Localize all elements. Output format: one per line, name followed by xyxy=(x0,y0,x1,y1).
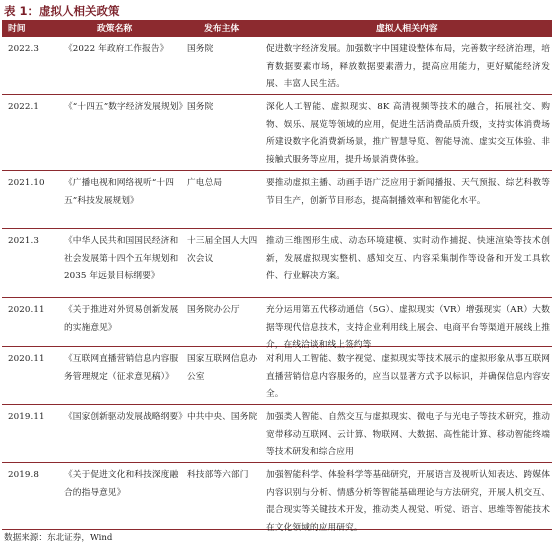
data-source-note: 数据来源：东北证券，Wind xyxy=(4,533,113,543)
header-publisher: 发布主体 xyxy=(204,24,240,34)
row-content: 加强类人智能、自然交互与虚拟现实、微电子与光电子等技术研究，推动宽带移动互联网、云计算、物联网、大数据、高性能计算、移动智能终端等技术研发和综合应用 xyxy=(266,412,550,457)
row-content: 促进数字经济发展。加强数字中国建设整体布局，完善数字经济治理，培育数据要素市场，释放数据要素潜力，提高应用能力，更好赋能经济发展、丰富人民生活。 xyxy=(266,44,550,89)
row-policy-name: 《国家创新驱动发展战略纲要》 xyxy=(64,412,188,422)
header-policy-name: 政策名称 xyxy=(97,24,133,34)
row-publisher: 国家互联网信息办公室 xyxy=(187,354,258,382)
row-publisher: 国务院办公厅 xyxy=(187,305,240,315)
row-publisher: 国务院 xyxy=(187,44,214,54)
row-content: 充分运用第五代移动通信（5G）、虚拟现实（VR）增强现实（AR）大数据等现代信息技术，支持企业利用线上展会、电商平台等渠道开展线上推介，在线洽谈和线上签约等 xyxy=(266,305,550,350)
row-publisher: 中共中央、国务院 xyxy=(187,412,258,422)
table-row xyxy=(2,229,552,298)
row-date: 2020.11 xyxy=(8,354,45,364)
row-content: 深化人工智能、虚拟现实、8K 高清视频等技术的融合，拓展社交、购物、娱乐、展览等领域的应用，促进生活消费品质升级，支持实体消费场所建设数字化消费新场景，推广智慧导览、智能导流、虚实交互体验、非接触式服务等应用，提升场景消费体验。 xyxy=(266,102,550,165)
row-content: 对利用人工智能、数字视觉、虚拟现实等技术展示的虚拟形象从事互联网直播营销信息内容服务的，应当以显著方式予以标识，并确保信息内容安全。 xyxy=(266,354,550,399)
row-date: 2022.3 xyxy=(8,44,39,54)
row-content: 要推动虚拟主播、动画手语广泛应用于新闻播报、天气预报、综艺科教等节目生产，创新节目形态，提高制播效率和智能化水平。 xyxy=(266,178,550,206)
row-policy-name: 《“十四五”数字经济发展规划》 xyxy=(64,102,188,112)
header-date: 时间 xyxy=(8,24,26,34)
row-publisher: 国务院 xyxy=(187,102,214,112)
row-date: 2020.11 xyxy=(8,305,45,315)
row-date: 2021.3 xyxy=(8,236,39,246)
row-policy-name: 《广播电视和网络视听“十四五”科技发展规划》 xyxy=(64,178,174,206)
row-date: 2019.8 xyxy=(8,470,39,480)
table-row xyxy=(2,298,552,350)
row-publisher: 广电总局 xyxy=(187,178,223,188)
row-content: 加强智能科学、体验科学等基础研究，开展语言及视听认知表达、跨媒体内容识别与分析、情感分析等智能基础理论与方法研究，开展人机交互、混合现实等关键技术开发，推动类人视觉、听觉、语言、思维等智能技术在文化领域的应用研究。 xyxy=(266,470,550,533)
row-date: 2021.10 xyxy=(8,178,45,188)
header-content: 虚拟人相关内容 xyxy=(376,24,438,34)
row-policy-name: 《2022 年政府工作报告》 xyxy=(64,44,169,54)
row-publisher: 科技部等六部门 xyxy=(187,470,249,480)
table-title: 表 1：虚拟人相关政策 xyxy=(4,4,120,18)
table-row xyxy=(2,95,552,171)
row-policy-name: 《互联网直播营销信息内容服务管理规定（征求意见稿）》 xyxy=(64,354,179,382)
table-row xyxy=(2,171,552,229)
row-publisher: 十三届全国人大四次会议 xyxy=(187,236,258,264)
row-policy-name: 《关于推进对外贸易创新发展的实施意见》 xyxy=(64,305,179,333)
table-row xyxy=(2,347,552,405)
row-date: 2019.11 xyxy=(8,412,45,422)
table-row xyxy=(2,405,552,463)
table-row xyxy=(2,37,552,95)
row-policy-name: 《中华人民共和国国民经济和社会发展第十四个五年规划和 2035 年远景目标纲要》 xyxy=(64,236,179,281)
row-policy-name: 《关于促进文化和科技深度融合的指导意见》 xyxy=(64,470,179,498)
row-date: 2022.1 xyxy=(8,102,39,112)
table-row xyxy=(2,463,552,533)
table-header xyxy=(2,21,552,37)
row-content: 推动三维图形生成、动态环境建模、实时动作捕捉、快速渲染等技术创新，发展虚拟现实整机、感知交互、内容采集制作等设备和开发工具软件、行业解决方案。 xyxy=(266,236,550,281)
